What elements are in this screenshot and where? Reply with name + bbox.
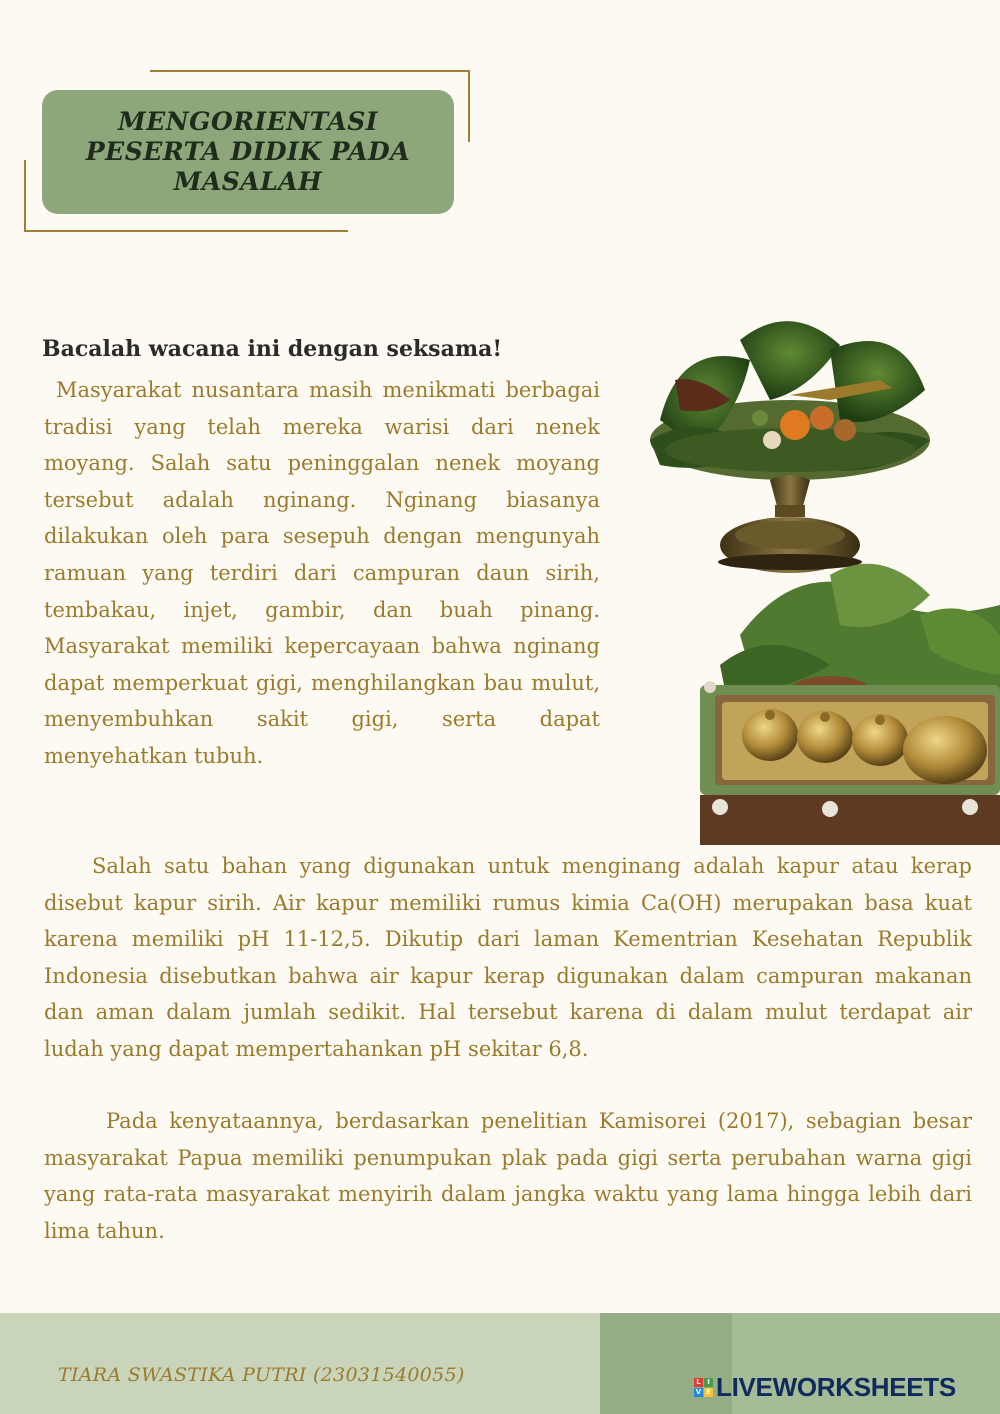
liveworksheets-logo[interactable]: [694, 1372, 956, 1403]
author-name: TIARA SWASTIKA PUTRI (23031540055): [58, 1364, 465, 1386]
liveworksheets-logo-icon: [694, 1378, 713, 1397]
title-box: [42, 90, 454, 214]
betel-pedestal-bowl-image: [640, 300, 940, 580]
betel-brass-tray-image: [680, 555, 1000, 845]
logo-letter: E: [704, 1388, 713, 1397]
paragraph-2: Salah satu bahan yang digunakan untuk menginang adalah kapur atau kerap disebut kapur sirih. Air kapur memiliki rumus kimia Ca(OH) merupakan basa kuat karena memiliki pH 11-12,5. Dikutip dari laman Kementrian Kesehatan Republik Indonesia disebutkan bahwa air kapur kerap digunakan dalam campuran makanan dan aman dalam jumlah sedikit. Hal tersebut karena di dalam mulut terdapat air ludah yang dapat mempertahankan pH sekitar 6,8.: [44, 854, 972, 1061]
page-title: MENGORIENTASI PESERTA DIDIK PADA MASALAH: [85, 107, 411, 196]
logo-letter: L: [694, 1378, 703, 1387]
logo-letter: I: [704, 1378, 713, 1387]
liveworksheets-logo-text: LIVEWORKSHEETS: [716, 1372, 956, 1402]
logo-letter: V: [695, 1388, 702, 1396]
reading-instruction: Bacalah wacana ini dengan seksama!: [42, 336, 503, 362]
paragraph-3: Pada kenyataannya, berdasarkan penelitian Kamisorei (2017), sebagian besar masyarakat Papua memiliki penumpukan plak pada gigi serta perubahan warna gigi yang rata-rata masyarakat menyirih dalam jangka waktu yang lama hingga lebih dari lima tahun.: [44, 1109, 972, 1243]
paragraph-1: Masyarakat nusantara masih menikmati berbagai tradisi yang telah mereka warisi dari nenek moyang. Salah satu peninggalan nenek moyang tersebut adalah nginang. Nginang biasanya dilakukan oleh para sesepuh dengan mengunyah ramuan yang terdiri dari campuran daun sirih, tembakau, injet, gambir, dan buah pinang. Masyarakat memiliki kepercayaan bahwa nginang dapat memperkuat gigi, menghilangkan bau mulut, menyembuhkan sakit gigi, serta dapat menyehatkan tubuh.: [44, 378, 600, 768]
